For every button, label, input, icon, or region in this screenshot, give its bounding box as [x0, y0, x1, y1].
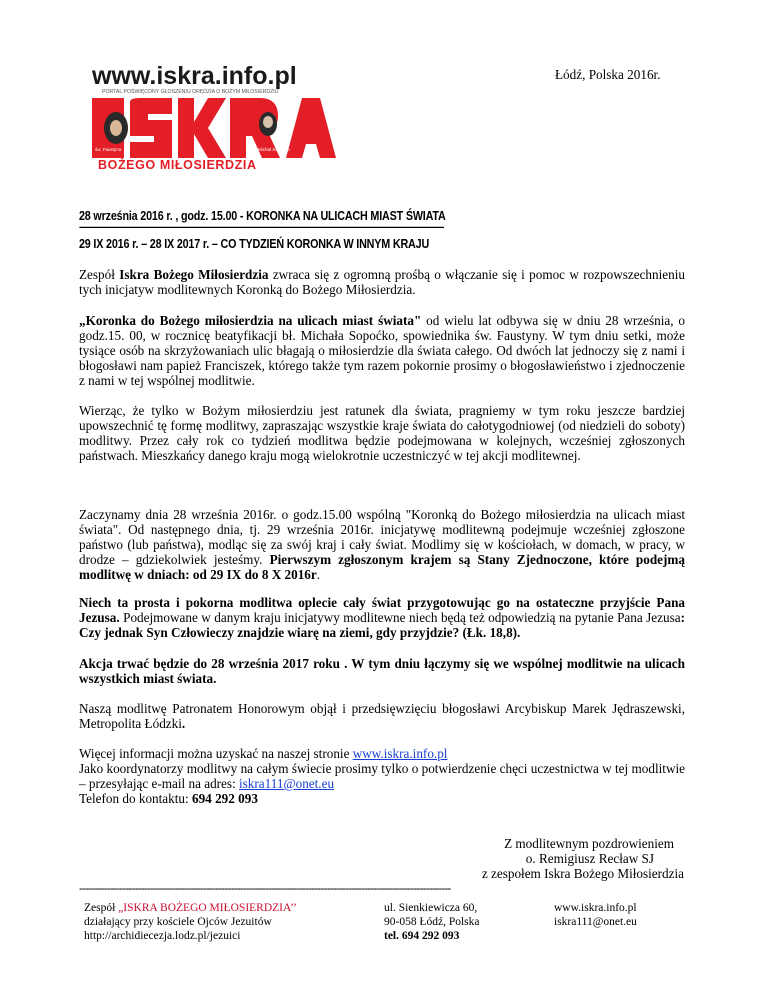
logo-caption-left: św. Faustyna	[95, 147, 122, 152]
signature-greeting: Z modlitewnym pozdrowieniem	[504, 836, 674, 851]
paragraph-faith: Wierząc, że tylko w Bożym miłosierdziu jest ratunek dla świata, pragniemy w tym roku jeszcze bardziej upowszechnić tę formę modlitwy, zapraszając wszystkie kraje świata do całotygodniowej (od niedzieli do soboty) modlitwy. Przez cały rok co tydzień modlitwa będzie podejmowana w kolejnych, wcześniej zgłoszonych państwach. Mieszkańcy danego kraju mogą wielokrotnie uczestniczyć w tej akcji modlitewnej.	[79, 403, 685, 463]
email-link[interactable]: iskra111@onet.eu	[239, 776, 335, 791]
phone-number: 694 292 093	[191, 791, 258, 806]
footer-organization: Zespół „ISKRA BOŻEGO MIŁOSIERDZIA’’ działający przy kościele Ojców Jezuitów http://archidiecezja.lodz.pl/jezuici	[84, 902, 297, 942]
logo-subtitle: BOŻEGO MIŁOSIERDZIA	[98, 158, 257, 172]
footer-org-url[interactable]: http://archidiecezja.lodz.pl/jezuici	[84, 930, 241, 942]
logo[interactable]	[80, 58, 340, 178]
logo-graphic	[80, 58, 340, 178]
paragraph-prayer: Niech ta prosta i pokorna modlitwa oplecie cały świat przygotowując go na ostateczne przyjście Pana Jezusa. Podejmowane w danym kraju inicjatywy modlitewne niech będą też odpowiedzią na pytanie Pana Jezusa: Czy jednak Syn Człowieczy znajdzie wiarę na ziemi, gdy przyjdzie? (Łk. 18,8).	[79, 595, 685, 640]
signature-team: z zespołem Iskra Bożego Miłosierdzia	[481, 866, 684, 881]
signature-name: o. Remigiusz Recław SJ	[525, 851, 654, 866]
place-date: Łódź, Polska 2016r.	[555, 67, 661, 82]
footer-web	[554, 901, 637, 929]
paragraph-intro: Zespół Iskra Bożego Miłosierdzia zwraca się z ogromną prośbą o włączanie się i pomoc w rozpowszechnieniu tych inicjatyw modlitewnych Koronką do Bożego Miłosierdzia.	[79, 267, 685, 297]
paragraph-koronka: „Koronka do Bożego miłosierdzia na ulicach miast świata" od wielu lat odbywa się w dniu 28 września, o godz.15. 00, w rocznicę beatyfikacji bł. Michała Sopoćko, spowiednika św. Faustyny. W tym dniu setki, może tysiące osób na skrzyżowaniach ulic błagają o miłosierdzie dla świata całego. Od dwóch lat jednoczy się z nami i błogosławi nam papież Franciszek, którego także tym razem pokornie prosimy o błogosławieństwo i zjednoczenie z nami w tej wspólnej modlitwie.	[79, 313, 685, 388]
footer-website[interactable]: www.iskra.info.pl	[554, 902, 637, 914]
headline-1: 28 września 2016 r. , godz. 15.00 - KORONKA NA ULICACH MIAST ŚWIATA	[79, 209, 446, 223]
logo-tagline: PORTAL POŚWIĘCONY GŁOSZENIU ORĘDZIA O BOŻYM MIŁOSIERDZIU	[102, 89, 279, 95]
footer-address: ul. Sienkiewicza 60, 90-058 Łódź, Polska tel. 694 292 093	[384, 902, 480, 942]
website-link[interactable]: www.iskra.info.pl	[352, 746, 448, 761]
logo-iskra-letters	[92, 98, 336, 158]
paragraph-start: Zaczynamy dnia 28 września 2016r. o godz.15.00 wspólną "Koronką do Bożego miłosierdzia na ulicach miast świata". Od następnego dnia, tj. 29 września 2016r. inicjatywę modlitewną podejmuje wcześniej zgłoszone państwo (lub państwa), modląc się za swój kraj i cały świat. Modlimy się w kościołach, w domach, w pracy, w drodze – gdziekolwiek jesteśmy. Pierwszym zgłoszonym krajem są Stany Zjednoczone, które podejmą modlitwę w dniach: od 29 IX do 8 X 2016r.	[79, 507, 685, 582]
logo-url-text: www.iskra.info.pl	[92, 62, 297, 90]
paragraph-contact: Więcej informacji można uzyskać na naszej stronie www.iskra.info.pl Jako koordynatorzy modlitwy na całym świecie prosimy tylko o potwierdzenie chęci uczestnictwa w tej modlitwie – przesyłając e-mail na adres: iskra111@onet.eu Telefon do kontaktu: 694 292 093	[79, 746, 685, 806]
headline-separator: ---------------------------------------------------------------------------------------------------------------------------------------------------------------------------	[79, 222, 444, 233]
headline-2: 29 IX 2016 r. – 28 IX 2017 r. – CO TYDZIEŃ KORONKA W INNYM KRAJU	[79, 237, 430, 251]
paragraph-duration: Akcja trwać będzie do 28 września 2017 roku . W tym dniu łączymy się we wspólnej modlitwie na ulicach wszystkich miast świata.	[79, 656, 685, 686]
footer-email[interactable]: iskra111@onet.eu	[554, 916, 637, 928]
logo-caption-right: bł. Michał Sopoćko	[252, 147, 290, 152]
footer-separator: ------------------------------------------------------------------------------------------------------------------------	[79, 881, 451, 895]
paragraph-patronage: Naszą modlitwę Patronatem Honorowym objął i przedsięwzięciu błogosławi Arcybiskup Marek Jędraszewski, Metropolita Łódzki.	[79, 701, 685, 731]
signature	[482, 836, 684, 881]
